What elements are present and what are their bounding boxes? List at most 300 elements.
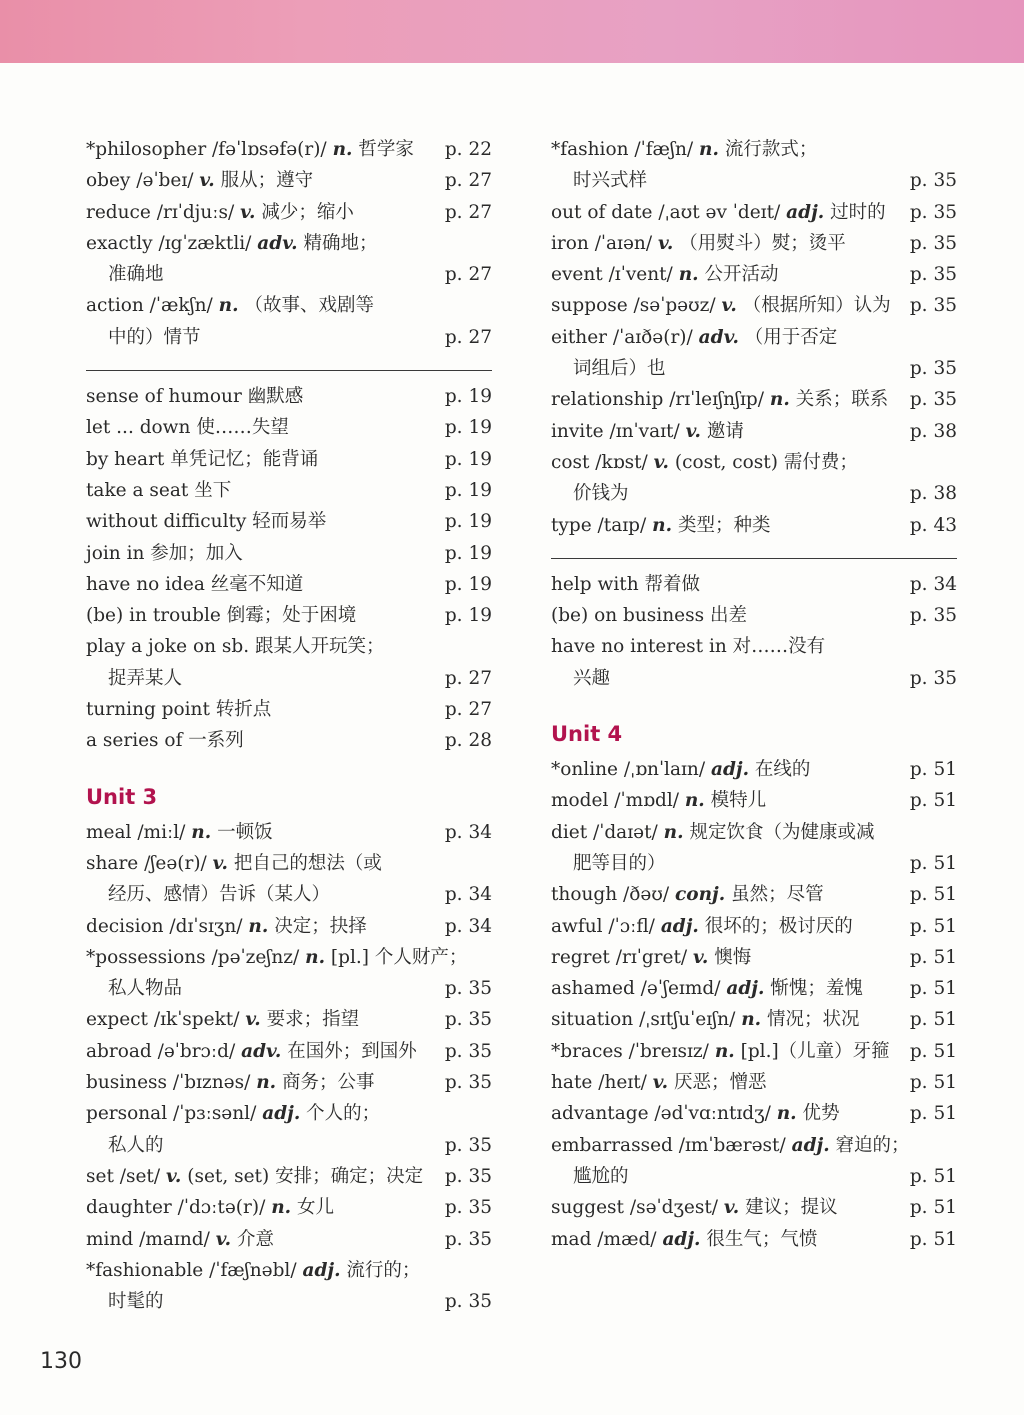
entry-line [86,381,492,412]
entry-line [551,1004,957,1035]
vocab-entry [551,1004,957,1035]
entry-line [86,1036,492,1067]
entry-headword: obey /əˈbeɪ/ [86,170,194,192]
entry-definition: 情况；状况 [766,1009,860,1031]
part-of-speech: adj. [302,1259,341,1281]
entry-definition: 很生气；气愤 [706,1228,818,1250]
entry-line [551,1067,957,1098]
entry-line [551,416,957,447]
entry-definition: 商务；公事 [282,1072,375,1094]
unit-heading: Unit 4 [551,722,623,747]
entry-headword: mind /maɪnd/ [86,1228,210,1250]
entry-line [551,785,957,816]
entry-line [86,817,492,848]
entry-definition: （故事、戏剧等 [244,295,374,317]
page-reference: p. 51 [909,759,957,781]
vocab-entry [86,165,492,196]
page-reference: p. 35 [444,1165,492,1187]
entry-headword: ashamed /əˈʃeɪmd/ [551,978,721,1000]
vocab-entry [551,416,957,447]
entry-definition: (set, set) 安排；确定；决定 [187,1165,424,1187]
entry-definition: 在国外；到国外 [287,1040,417,1062]
entry-line [551,973,957,1004]
entry-continuation: 经历、感情）告诉（某人） [108,884,331,906]
page-reference: p. 19 [444,386,492,408]
entry-headword: expect /ɪkˈspekt/ [86,1009,240,1031]
vocab-entry [551,228,957,259]
page-reference: p. 19 [444,573,492,595]
page-reference: p. 35 [909,605,957,627]
entry-headword: model /ˈmɒdl/ [551,790,679,812]
page-reference: p. 35 [909,232,957,254]
part-of-speech: v. [215,1228,232,1250]
entry-definition: （用熨斗）熨；烫平 [679,232,846,254]
page-reference: p. 51 [909,978,957,1000]
page-reference: p. 51 [909,946,957,968]
part-of-speech: adv. [257,232,298,254]
entry-definition: 厌恶；憎恶 [674,1072,767,1094]
entry-headword: by heart 单凭记忆；能背诵 [86,448,319,470]
left-column [86,134,492,1317]
part-of-speech: n. [256,1072,277,1094]
part-of-speech: v. [721,295,737,317]
vocab-entry [551,1036,957,1067]
entry-headword: diet /ˈdaɪət/ [551,821,658,843]
vocab-entry [86,848,492,911]
vocab-entry [551,1192,957,1223]
entry-definition: 公开活动 [704,264,779,286]
vocab-entry [86,725,492,756]
vocab-entry [551,569,957,600]
entry-headword: *online /ˌɒnˈlaɪn/ [551,759,706,781]
part-of-speech: n. [652,514,673,536]
entry-line [551,1224,957,1255]
part-of-speech: adj. [791,1134,830,1156]
page-reference: p. 51 [909,884,957,906]
part-of-speech: v. [652,1072,669,1094]
entry-headword: (be) on business 出差 [551,605,747,627]
vocab-entry [86,1067,492,1098]
entry-definition: 要求；指望 [266,1009,360,1031]
entry-line [86,538,492,569]
entry-headword: turning point 转折点 [86,699,272,721]
part-of-speech: n. [769,389,790,411]
entry-line [551,942,957,973]
entry-headword: type /taɪp/ [551,514,647,536]
vocab-entry [86,817,492,848]
entry-definition: 虽然；尽管 [731,884,824,906]
page-reference: p. 35 [444,1291,492,1313]
entry-definition: 模特儿 [710,790,767,812]
entry-headword: regret /rɪˈgret/ [551,946,688,968]
entry-continuation: 私人的 [108,1134,164,1156]
entry-continuation: 时髦的 [108,1291,164,1313]
entry-headword: out of date /ˌaʊt əv ˈdeɪt/ [551,201,781,223]
entry-line [551,228,957,259]
entry-definition: 把自己的想法（或 [233,852,382,874]
entry-definition: 哲学家 [358,139,414,160]
page-reference: p. 27 [444,264,492,286]
entry-headword: take a seat 坐下 [86,479,232,501]
entry-headword: *possessions /pəˈzeʃnz/ [86,946,300,968]
part-of-speech: v. [685,420,701,442]
part-of-speech: adv. [698,326,739,348]
vocab-entry [551,1098,957,1129]
part-of-speech: adj. [662,1228,701,1250]
vocab-entry [551,785,957,816]
entry-definition: 邀请 [706,420,744,442]
entry-line [551,817,957,848]
page-reference: p. 35 [444,1228,492,1250]
entry-headword: iron /ˈaɪən/ [551,232,653,254]
page-reference: p. 28 [444,730,492,752]
page-reference: p. 34 [444,884,492,906]
entry-definition: 服从；遵守 [220,170,314,192]
vocab-entry [86,1161,492,1192]
entry-line [86,1098,492,1129]
part-of-speech: conj. [674,884,726,906]
part-of-speech: n. [305,946,326,968]
vocab-entry [551,1224,957,1255]
entry-headword: *philosopher /fəˈlɒsəfə(r)/ [86,139,327,160]
vocab-entry [86,475,492,506]
entry-line [86,197,492,228]
page-reference: p. 19 [444,417,492,439]
page-reference: p. 19 [444,448,492,470]
page-reference: p. 35 [909,170,957,192]
entry-headword: join in 参加；加入 [86,542,243,564]
entry-definition: 个人的； [306,1103,381,1125]
entry-line [86,1004,492,1035]
entry-line [86,1255,492,1286]
part-of-speech: v. [653,451,669,473]
entry-line [551,510,957,541]
entry-continuation: 中的）情节 [108,326,201,348]
vocab-entry [551,911,957,942]
page-reference: p. 35 [909,358,957,380]
vocab-entry [86,1192,492,1223]
vocab-entry [86,290,492,353]
vocab-entry [551,600,957,631]
vocab-entry [551,1130,957,1193]
entry-continuation: 肥等目的） [573,852,666,874]
vocab-entry [86,911,492,942]
part-of-speech: v. [212,852,229,874]
entry-line [551,384,957,415]
part-of-speech: adv. [241,1040,282,1062]
vocab-entry [551,631,957,694]
entry-definition: 类型；种类 [677,514,771,536]
entry-headword: suggest /səˈdʒest/ [551,1197,719,1219]
entry-definition: 很坏的；极讨厌的 [704,915,853,937]
entry-definition: 女儿 [297,1197,335,1219]
entry-line [86,444,492,475]
entry-headword: exactly /ɪgˈzæktli/ [86,232,252,254]
page-reference: p. 19 [444,479,492,501]
entry-headword: mad /mæd/ [551,1228,657,1250]
page-reference: p. 35 [909,201,957,223]
part-of-speech: n. [191,821,212,843]
entry-headword: embarrassed /ɪmˈbærəst/ [551,1134,786,1156]
vocab-entry [551,447,957,510]
page-reference: p. 35 [909,389,957,411]
entry-line [86,1161,492,1192]
vocab-entry [86,1255,492,1318]
page-number: 130 [40,1349,82,1374]
entry-headword: situation /ˌsɪtʃuˈeɪʃn/ [551,1009,736,1031]
part-of-speech: n. [741,1009,762,1031]
page-reference: p. 35 [444,1040,492,1062]
entry-definition: 决定；抉择 [274,915,367,937]
part-of-speech: v. [657,232,674,254]
entry-line [86,506,492,537]
part-of-speech: n. [684,790,705,812]
entry-definition: 过时的 [830,201,886,223]
part-of-speech: adj. [262,1103,301,1125]
entry-line [551,754,957,785]
vocab-entry [86,694,492,725]
entry-line [551,1192,957,1223]
entry-line [86,1224,492,1255]
entry-line [551,1098,957,1129]
page-reference: p. 51 [909,790,957,812]
vocab-entry [551,384,957,415]
entry-headword: invite /ɪnˈvaɪt/ [551,420,680,442]
entry-headword: either /ˈaɪðə(r)/ [551,326,693,348]
vocab-entry [551,942,957,973]
entry-line [86,725,492,756]
section-divider [551,558,957,559]
page-reference: p. 51 [909,1197,957,1219]
vocab-entry [551,879,957,910]
part-of-speech: adj. [710,759,750,781]
entry-headword: set /set/ [86,1165,161,1187]
page-reference: p. 51 [909,1165,957,1187]
page-reference: p. 34 [444,915,492,937]
entry-definition: (cost, cost) 需付费； [674,451,858,473]
page-reference: p. 34 [444,821,492,843]
vocab-entry [86,1224,492,1255]
vocab-entry [551,197,957,228]
entry-headword: hate /heɪt/ [551,1072,647,1094]
entry-definition: 减少；缩小 [261,201,354,223]
entry-headword: play a joke on sb. 跟某人开玩笑； [86,636,385,658]
part-of-speech: n. [248,915,269,937]
entry-headword: help with 帮着做 [551,573,700,595]
vocab-entry [86,197,492,228]
vocab-entry [86,631,492,694]
entry-line [551,1130,957,1161]
vocab-entry [86,1004,492,1035]
entry-continuation: 私人物品 [108,978,183,1000]
entry-line [86,134,492,165]
entry-definition: 流行款式； [724,139,818,160]
page-reference: p. 35 [909,264,957,286]
entry-continuation: 词组后）也 [573,358,666,380]
top-color-band [0,0,1024,63]
vocab-entry [86,412,492,443]
vocab-entry [551,134,957,197]
entry-continuation: 捉弄某人 [108,667,183,689]
entry-headword: abroad /əˈbrɔːd/ [86,1040,236,1062]
entry-headword: personal /ˈpɜːsənl/ [86,1103,257,1125]
part-of-speech: v. [240,201,256,223]
page-reference: p. 19 [444,605,492,627]
entry-line [86,290,492,321]
vocab-entry [86,1036,492,1067]
page-reference: p. 27 [444,699,492,721]
entry-definition: 一顿饭 [217,821,273,843]
vocab-entry [551,754,957,785]
part-of-speech: n. [271,1197,292,1219]
page-reference: p. 51 [909,1072,957,1094]
entry-line [86,694,492,725]
page-reference: p. 35 [444,978,492,1000]
entry-definition: 惭愧；羞愧 [770,978,863,1000]
page-reference: p. 51 [909,915,957,937]
page-reference: p. 51 [909,1009,957,1031]
entry-line [551,322,957,353]
entry-line [86,569,492,600]
entry-definition: 关系；联系 [795,389,889,411]
entry-definition: [pl.] 个人财产； [330,946,468,968]
vocab-entry [86,228,492,291]
entry-headword: business /ˈbɪznəs/ [86,1072,251,1094]
part-of-speech: n. [663,821,684,843]
entry-headword: relationship /rɪˈleɪʃnʃɪp/ [551,389,765,411]
page-reference: p. 35 [909,295,957,317]
vocab-entry [86,134,492,165]
part-of-speech: adj. [786,201,825,223]
entry-line [551,290,957,321]
page-reference: p. 34 [909,573,957,595]
page-reference: p. 35 [444,1072,492,1094]
entry-headword: let ... down 使……失望 [86,417,289,439]
unit-heading: Unit 3 [86,784,158,809]
entry-headword: (be) in trouble 倒霉；处于困境 [86,605,357,627]
page-reference: p. 27 [444,326,492,348]
page-reference: p. 35 [444,1197,492,1219]
vocab-entry [551,973,957,1004]
entry-line [551,569,957,600]
entry-line [551,134,957,165]
page-reference: p. 43 [909,514,957,536]
entry-definition: 优势 [802,1103,840,1125]
right-column [551,134,957,1255]
part-of-speech: n. [776,1103,797,1125]
entry-definition: 建议；提议 [745,1197,838,1219]
entry-headword: daughter /ˈdɔːtə(r)/ [86,1197,266,1219]
part-of-speech: n. [699,139,719,160]
vocab-entry [86,942,492,1005]
entry-line [86,600,492,631]
entry-headword: have no interest in 对……没有 [551,636,826,658]
entry-headword: without difficulty 轻而易举 [86,511,327,533]
entry-headword: reduce /rɪˈdjuːs/ [86,201,235,223]
entry-definition: （用于否定 [744,326,838,348]
entry-line [551,631,957,662]
entry-headword: cost /kɒst/ [551,451,648,473]
part-of-speech: v. [723,1197,740,1219]
page-reference: p. 51 [909,1040,957,1062]
entry-continuation: 尴尬的 [573,1165,629,1187]
part-of-speech: adj. [726,978,765,1000]
page-reference: p. 27 [444,667,492,689]
entry-line [551,1036,957,1067]
entry-line [86,631,492,662]
entry-line [86,848,492,879]
page-reference: p. 27 [444,201,492,223]
vocab-entry [551,510,957,541]
vocab-entry [551,817,957,880]
entry-continuation: 准确地 [108,264,164,286]
page-reference: p. 19 [444,542,492,564]
entry-headword: have no idea 丝毫不知道 [86,573,304,595]
entry-headword: decision /dɪˈsɪʒn/ [86,915,243,937]
page-reference: p. 35 [444,1009,492,1031]
vocab-entry [86,381,492,412]
vocab-entry [86,506,492,537]
entry-headword: *fashion /ˈfæʃn/ [551,139,694,160]
vocab-entry [86,569,492,600]
entry-line [86,911,492,942]
entry-line [86,942,492,973]
entry-headword: a series of 一系列 [86,730,244,752]
section-divider [86,370,492,371]
entry-headword: awful /ˈɔːfl/ [551,915,655,937]
vocab-entry [551,322,957,385]
entry-line [551,600,957,631]
part-of-speech: n. [714,1040,735,1062]
page-reference: p. 35 [444,1134,492,1156]
part-of-speech: v. [199,170,215,192]
page-reference: p. 27 [444,170,492,192]
entry-headword: advantage /ədˈvɑːntɪdʒ/ [551,1103,771,1125]
entry-line [86,1192,492,1223]
entry-definition: 流行的； [346,1259,421,1281]
vocab-entry [551,259,957,290]
page-reference: p. 22 [444,139,492,160]
vocab-entry [86,1098,492,1161]
vocab-entry [86,538,492,569]
part-of-speech: n. [218,295,239,317]
entry-definition: （根据所知）认为 [742,295,891,317]
entry-definition: 懊悔 [714,946,752,968]
entry-line [551,259,957,290]
entry-line [551,879,957,910]
entry-continuation: 价钱为 [573,483,629,505]
entry-line [551,447,957,478]
entry-headword: action /ˈækʃn/ [86,295,213,317]
page-reference: p. 51 [909,852,957,874]
page-reference: p. 51 [909,1103,957,1125]
entry-headword: meal /miːl/ [86,821,186,843]
entry-headword: though /ðəʊ/ [551,884,670,906]
entry-headword: sense of humour 幽默感 [86,386,304,408]
page-reference: p. 38 [909,420,957,442]
part-of-speech: v. [166,1165,182,1187]
vocab-entry [86,600,492,631]
vocab-entry [551,290,957,321]
entry-definition: 精确地； [303,232,378,254]
entry-definition: 窘迫的； [835,1134,910,1156]
entry-line [86,1067,492,1098]
entry-continuation: 时兴式样 [573,170,648,192]
part-of-speech: n. [332,139,353,160]
entry-headword: share /ʃeə(r)/ [86,852,207,874]
page-reference: p. 51 [909,1228,957,1250]
entry-headword: *braces /ˈbreɪsɪz/ [551,1040,709,1062]
